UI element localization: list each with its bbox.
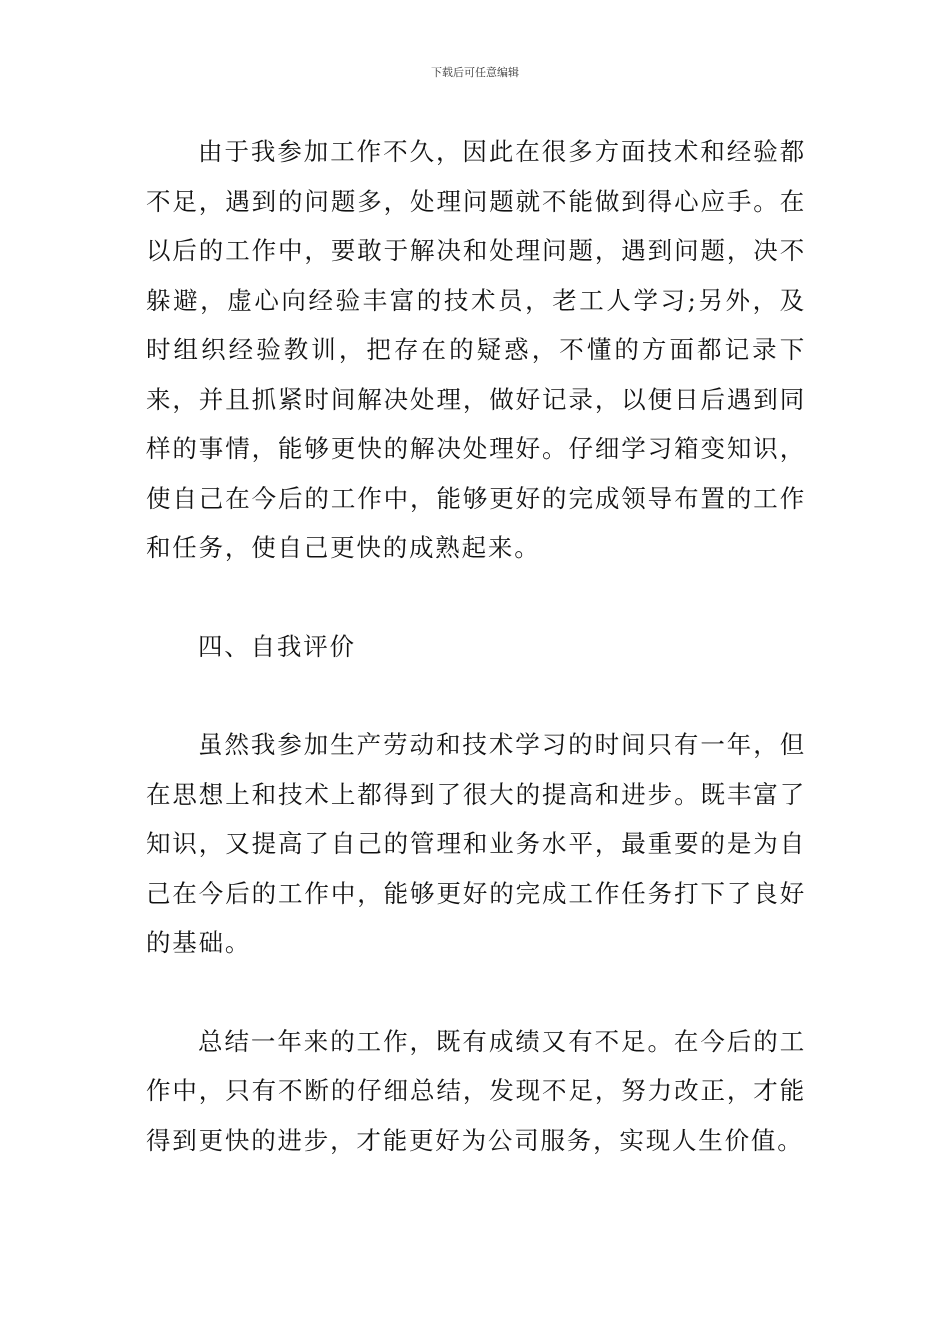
paragraph-self-evaluation: 虽然我参加生产劳动和技术学习的时间只有一年，但在思想上和技术上都得到了很大的提高和进步。既丰富了知识，又提高了自己的管理和业务水平，最重要的是为自己在今后的工作中，能够更好的完成工作任务打下了良好的基础。	[146, 730, 806, 957]
section-heading-self-evaluation: 四、自我评价	[198, 631, 356, 661]
paragraph-conclusion: 总结一年来的工作，既有成绩又有不足。在今后的工作中，只有不断的仔细总结，发现不足，努力改正，才能得到更快的进步，才能更好为公司服务，实现人生价值。	[146, 1026, 806, 1155]
page-header: 下载后可任意编辑	[431, 66, 519, 79]
paragraph-improvement: 由于我参加工作不久，因此在很多方面技术和经验都不足，遇到的问题多，处理问题就不能做到得心应手。在以后的工作中，要敢于解决和处理问题，遇到问题，决不躲避，虚心向经验丰富的技术员，老工人学习;另外，及时组织经验教训，把存在的疑惑，不懂的方面都记录下来，并且抓紧时间解决处理，做好记录，以便日后遇到同样的事情，能够更快的解决处理好。仔细学习箱变知识，使自己在今后的工作中，能够更好的完成领导布置的工作和任务，使自己更快的成熟起来。	[146, 137, 806, 562]
document-body	[146, 127, 806, 1165]
